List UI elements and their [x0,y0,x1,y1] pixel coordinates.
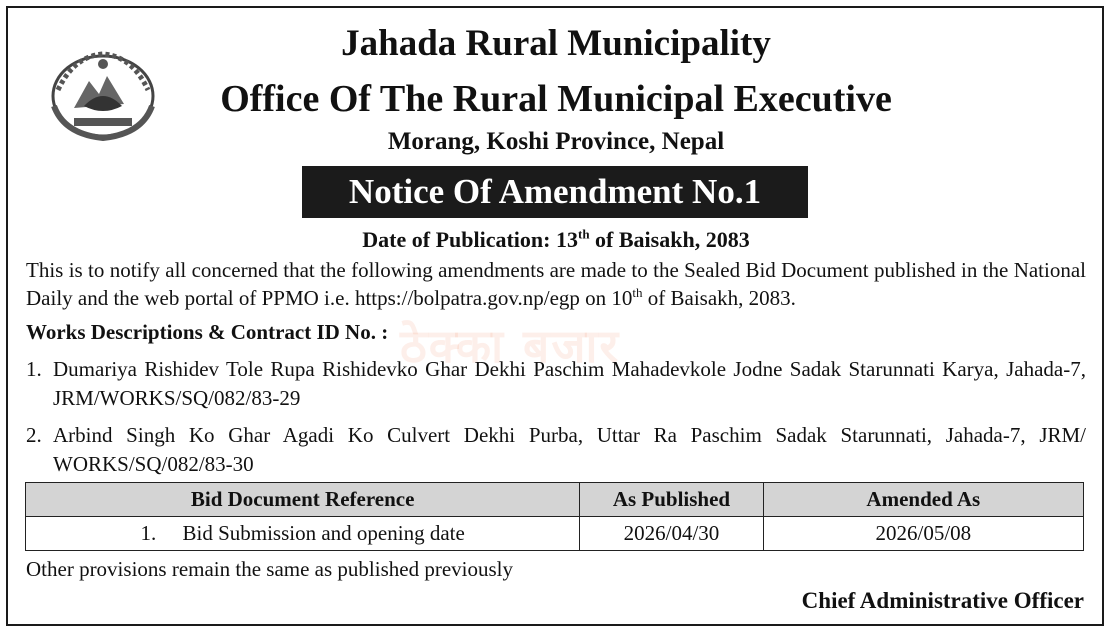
item-text: Arbind Singh Ko Ghar Agadi Ko Culvert Dekhi Purba, Uttar Ra Paschim Sadak Starunnati, Jahada-7, JRM/ WORKS/SQ/082/83-30 [53,423,1086,476]
item-number: 1. [26,357,42,381]
publication-date: Date of Publication: 13th of Baisakh, 2083 [362,226,750,252]
header-bid-reference: Bid Document Reference [26,483,580,517]
municipality-title: Jahada Rural Municipality [341,23,771,64]
list-item [26,355,1086,413]
location-line: Morang, Koshi Province, Nepal [387,128,725,155]
item-text: Dumariya Rishidev Tole Rupa Rishidevko Ghar Dekhi Paschim Mahadevkole Jodne Sadak Starunnati Karya, Jahada-7, JRM/WORKS/SQ/082/83-29 [53,357,1086,410]
table-header-row [26,483,1084,517]
table-row [26,517,1084,551]
amendment-table [25,482,1084,551]
intro-paragraph: This is to notify all concerned that the following amendments are made to the Sealed Bid Document published in the National Daily and the web portal of PPMO i.e. https://bolpatra.gov.np/egp on 10th of Baisakh, 2083. [26,258,1086,310]
cell-reference: 1. Bid Submission and opening date [26,517,580,551]
works-heading: Works Descriptions & Contract ID No. : [26,320,389,344]
other-provisions: Other provisions remain the same as published previously [26,557,513,581]
header-as-published: As Published [580,483,763,517]
header-amended-as: Amended As [763,483,1083,517]
cell-amended: 2026/05/08 [763,517,1083,551]
watermark: ठेक्का बजार [400,319,621,373]
signatory: Chief Administrative Officer [801,588,1084,613]
list-item [26,421,1086,479]
notice-title: Notice Of Amendment No.1 [302,166,808,218]
cell-published: 2026/04/30 [580,517,763,551]
office-title: Office Of The Rural Municipal Executive [220,78,892,120]
item-number: 2. [26,423,42,447]
